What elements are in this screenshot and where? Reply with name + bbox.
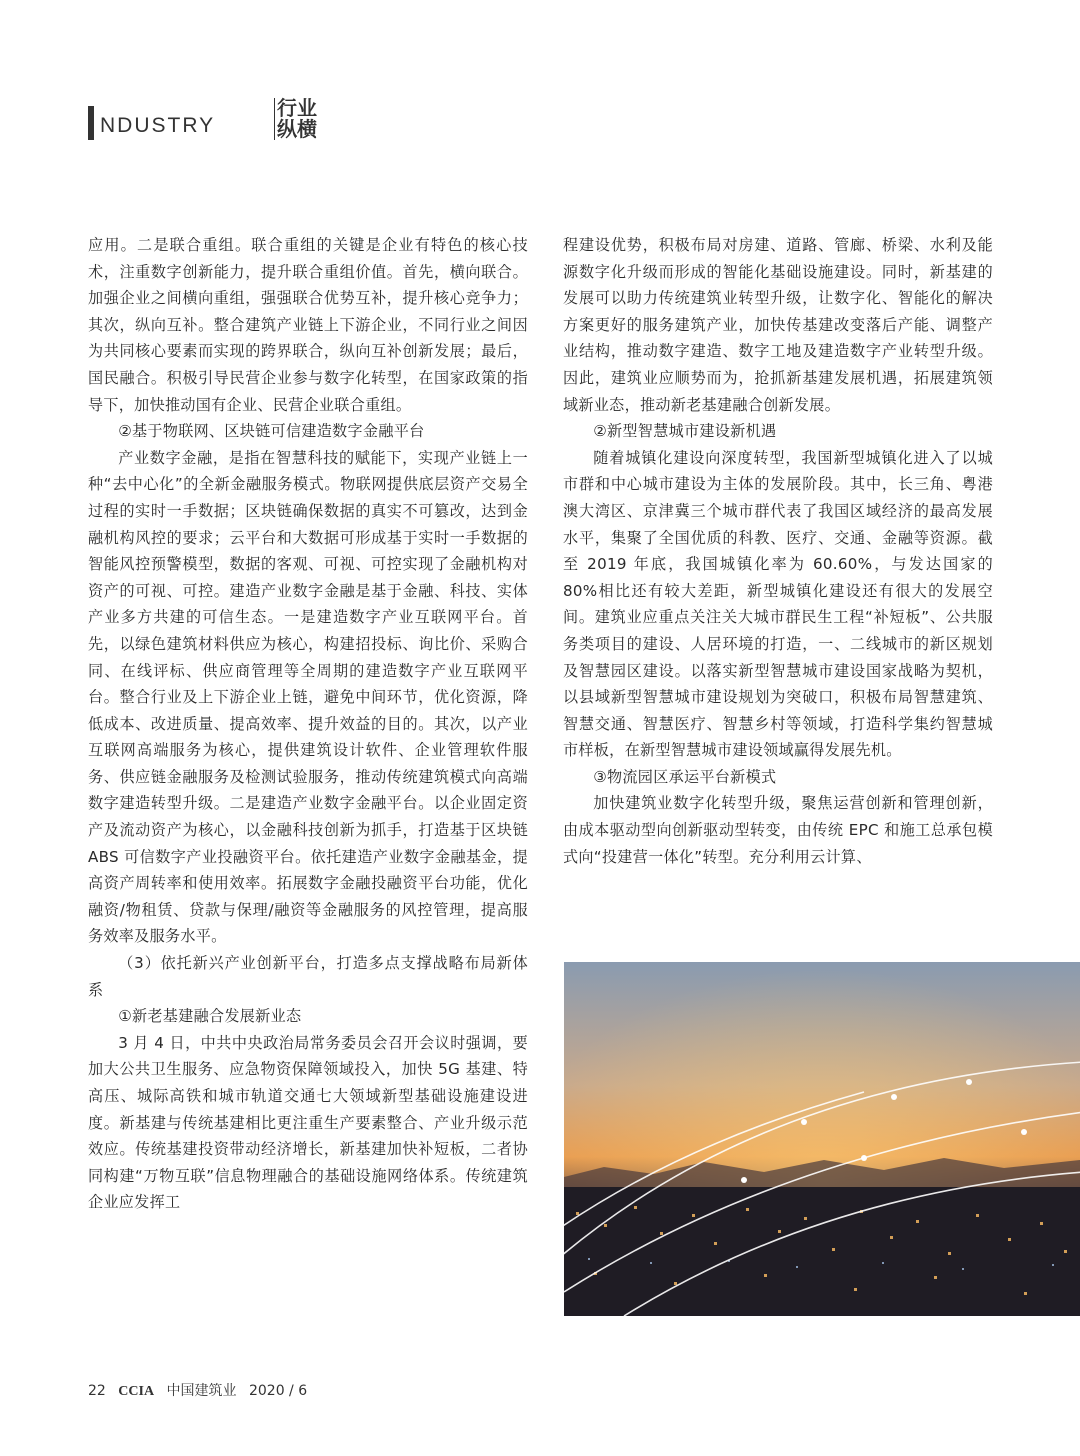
masthead-section-chars: 行业纵横 — [274, 98, 321, 140]
right-column — [563, 232, 993, 870]
brand-name: CCIA — [118, 1384, 155, 1399]
left-column — [88, 232, 528, 1216]
right-paragraph-2: 随着城镇化建设向深度转型，我国新型城镇化进入了以城市群和中心城市建设为主体的发展阶段。其中，长三角、粤港澳大湾区、京津冀三个城市群代表了我国区域经济的最高发展水平，集聚了全国优质的科教、医疗、交通、金融等资源。截至 2019 年底，我国城镇化率为 60.60%，与发达国家的 80%相比还有较大差距，新型城镇化建设还有很大的发展空间。建筑业应重点关注关大城市群民生工程“补短板”、公共服务类项目的建设、人居环境的打造，一、二线城市的新区规划及智慧园区建设。以落实新型智慧城市建设国家战略为契机，以县域新型智慧城市建设规划为突破口，积极布局智慧建筑、智慧交通、智慧医疗、智慧乡村等领域，打造科学集约智慧城市样板，在新型智慧城市建设领域赢得发展先机。 — [563, 448, 993, 760]
right-subheading-2: ③物流园区承运平台新模式 — [593, 767, 777, 786]
right-paragraph-3: 加快建筑业数字化转型升级，聚焦运营创新和管理创新，由成本驱动型向创新驱动型转变，由传统 EPC 和施工总承包模式向“投建营一体化”转型。充分利用云计算、 — [563, 794, 993, 866]
left-paragraph-2: 产业数字金融，是指在智慧科技的赋能下，实现产业链上一种“去中心化”的全新金融服务模式。物联网提供底层资产交易全过程的实时一手数据；区块链确保数据的真实不可篡改，达到金融机构风控的要求；云平台和大数据可形成基于实时一手数据的智能风控预警模型，数据的客观、可视、可控实现了金融机构对资产的可视、可控。建造产业数字金融是基于金融、科技、实体产业多方共建的可信生态。一是建造数字产业互联网平台。首先，以绿色建筑材料供应为核心，构建招投标、询比价、采购合同、在线评标、供应商管理等全周期的建造数字产业互联网平台。整合行业及上下游企业上链，避免中间环节，优化资源，降低成本、改进质量、提高效率、提升效益的目的。其次，以产业互联网高端服务为核心，提供建筑设计软件、企业管理软件服务、供应链金融服务及检测试验服务，推动传统建筑模式向高端数字建造转型升级。二是建造产业数字金融平台。以企业固定资产及流动资产为核心，以金融科技创新为抓手，打造基于区块链 ABS 可信数字产业投融资平台。依托建造产业数字金融基金，提高资产周转率和使用效率。拓展数字金融投融资平台功能，优化融资/物租赁、贷款与保理/融资等金融服务的风控管理，提高服务效率及服务水平。 — [88, 448, 528, 946]
left-paragraph-3: 3 月 4 日，中共中央政治局常务委员会召开会议时强调，要加大公共卫生服务、应急物资保障领域投入，加快 5G 基建、特高压、城际高铁和城市轨道交通七大领域新型基础设施建设进度。新基建与传统基建相比更注重生产要素整合、产业升级示范效应。传统基建投资带动经济增长，新基建加快补短板，二者协同构建“万物互联”信息物理融合的基础设施网络体系。传统建筑企业应发挥工 — [88, 1033, 528, 1212]
left-section-heading-3: （3）依托新兴产业创新平台，打造多点支撑战略布局新体系 — [88, 954, 528, 999]
left-subheading-2: ①新老基建融合发展新业态 — [118, 1007, 302, 1026]
masthead-word: NDUSTRY — [100, 114, 216, 137]
city-night-photo — [564, 962, 1080, 1316]
issue-number: 2020 / 6 — [248, 1383, 308, 1399]
masthead-letter-i — [88, 106, 94, 140]
city-night-illustration — [564, 962, 1080, 1316]
right-paragraph-1: 程建设优势，积极布局对房建、道路、管廊、桥梁、水利及能源数字化升级而形成的智能化基础设施建设。同时，新基建的发展可以助力传统建筑业转型升级，让数字化、智能化的解决方案更好的服务建筑产业，加快传基建改变落后产能、调整产业结构，推动数字建造、数字工地及建造数字产业转型升级。因此，建筑业应顺势而为，抢抓新基建发展机遇，拓展建筑领域新业态，推动新老基建融合创新发展。 — [563, 236, 993, 414]
page-footer — [88, 1380, 315, 1400]
page-number: 22 — [88, 1383, 106, 1399]
left-subheading-1: ②基于物联网、区块链可信建造数字金融平台 — [118, 422, 425, 441]
magazine-name: 中国建筑业 — [166, 1383, 237, 1399]
right-subheading-1: ②新型智慧城市建设新机遇 — [593, 422, 777, 441]
left-paragraph-1: 应用。二是联合重组。联合重组的关键是企业有特色的核心技术，注重数字创新能力，提升联合重组价值。首先，横向联合。加强企业之间横向重组，强强联合优势互补，提升核心竞争力；其次，纵向互补。整合建筑产业链上下游企业，不同行业之间因为共同核心要素而实现的跨界联合，纵向互补创新发展；最后，国民融合。积极引导民营企业参与数字化转型，在国家政策的指导下，加快推动国有企业、民营企业联合重组。 — [88, 236, 528, 414]
